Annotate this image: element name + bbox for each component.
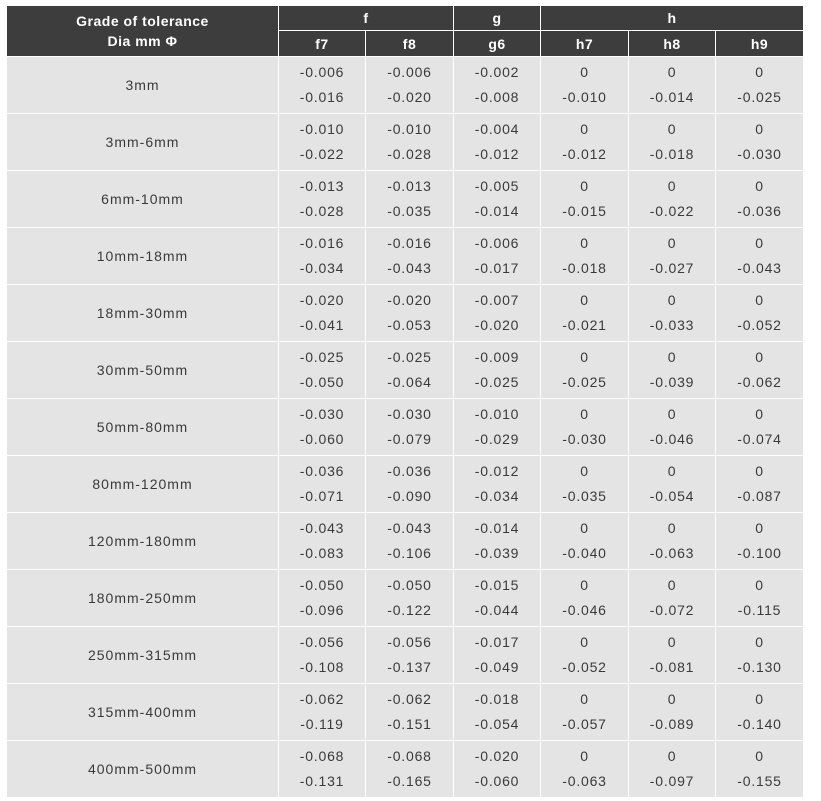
lower-deviation: -0.030 (737, 146, 782, 162)
upper-deviation: -0.050 (387, 577, 432, 593)
tolerance-cell (366, 627, 454, 684)
table-row (7, 399, 803, 456)
lower-deviation: -0.035 (387, 203, 432, 219)
tolerance-cell (541, 627, 629, 684)
tolerance-cell (629, 456, 716, 513)
diameter-cell: 250mm-315mm (7, 627, 279, 684)
lower-deviation: -0.020 (474, 317, 520, 333)
upper-deviation: -0.030 (387, 406, 432, 422)
upper-deviation: 0 (580, 349, 589, 365)
upper-deviation: -0.020 (474, 748, 520, 764)
table-row (7, 285, 803, 342)
lower-deviation: -0.054 (474, 716, 520, 732)
upper-deviation: 0 (667, 520, 677, 536)
tolerance-table-container (7, 6, 803, 798)
tolerance-cell (454, 684, 541, 741)
table-body (7, 57, 803, 798)
upper-deviation: -0.068 (387, 748, 432, 764)
table-row (7, 114, 803, 171)
upper-deviation: 0 (755, 691, 764, 707)
upper-deviation: 0 (580, 520, 589, 536)
lower-deviation: -0.041 (299, 317, 345, 333)
grade-header-line2: Dia mm Φ (107, 33, 178, 49)
tolerance-cell (716, 228, 803, 285)
lower-deviation: -0.039 (649, 374, 695, 390)
upper-deviation: -0.030 (299, 406, 345, 422)
tolerance-cell (454, 171, 541, 228)
tolerance-cell (279, 171, 366, 228)
lower-deviation: -0.014 (649, 89, 695, 105)
upper-deviation: 0 (667, 691, 677, 707)
tolerance-cell (279, 513, 366, 570)
upper-deviation: 0 (667, 178, 677, 194)
diameter-cell: 18mm-30mm (7, 285, 279, 342)
upper-deviation: -0.010 (387, 121, 432, 137)
table-row (7, 570, 803, 627)
tolerance-cell (279, 285, 366, 342)
tolerance-cell (629, 57, 716, 114)
lower-deviation: -0.015 (562, 203, 607, 219)
lower-deviation: -0.054 (649, 488, 695, 504)
diameter-cell: 3mm-6mm (7, 114, 279, 171)
tolerance-cell (716, 114, 803, 171)
tolerance-table (7, 6, 803, 798)
upper-deviation: -0.056 (387, 634, 432, 650)
upper-deviation: -0.020 (299, 292, 345, 308)
table-header (7, 6, 803, 57)
column-header-h9: h9 (716, 31, 803, 57)
tolerance-cell (629, 741, 716, 798)
column-header-f8: f8 (366, 31, 454, 57)
lower-deviation: -0.057 (562, 716, 607, 732)
tolerance-cell (366, 228, 454, 285)
upper-deviation: 0 (755, 349, 764, 365)
tolerance-cell (366, 570, 454, 627)
upper-deviation: 0 (580, 691, 589, 707)
diameter-cell: 120mm-180mm (7, 513, 279, 570)
table-row (7, 627, 803, 684)
lower-deviation: -0.040 (562, 545, 607, 561)
lower-deviation: -0.063 (562, 773, 607, 789)
diameter-cell: 400mm-500mm (7, 741, 279, 798)
upper-deviation: -0.016 (387, 235, 432, 251)
lower-deviation: -0.033 (649, 317, 695, 333)
upper-deviation: 0 (755, 520, 764, 536)
upper-deviation: 0 (667, 235, 677, 251)
upper-deviation: 0 (580, 748, 589, 764)
lower-deviation: -0.008 (474, 89, 520, 105)
table-row (7, 171, 803, 228)
tolerance-cell (541, 228, 629, 285)
lower-deviation: -0.151 (387, 716, 432, 732)
lower-deviation: -0.034 (474, 488, 520, 504)
lower-deviation: -0.052 (737, 317, 782, 333)
tolerance-cell (629, 171, 716, 228)
upper-deviation: -0.043 (387, 520, 432, 536)
tolerance-cell (629, 285, 716, 342)
lower-deviation: -0.025 (474, 374, 520, 390)
tolerance-cell (716, 399, 803, 456)
tolerance-cell (541, 513, 629, 570)
lower-deviation: -0.022 (299, 146, 345, 162)
lower-deviation: -0.034 (299, 260, 345, 276)
upper-deviation: 0 (755, 463, 764, 479)
upper-deviation: -0.068 (299, 748, 345, 764)
upper-deviation: -0.018 (474, 691, 520, 707)
upper-deviation: 0 (755, 748, 764, 764)
upper-deviation: 0 (580, 121, 589, 137)
tolerance-cell (629, 342, 716, 399)
upper-deviation: 0 (755, 577, 764, 593)
upper-deviation: -0.017 (474, 634, 520, 650)
upper-deviation: 0 (667, 406, 677, 422)
tolerance-cell (279, 456, 366, 513)
lower-deviation: -0.108 (299, 659, 345, 675)
tolerance-cell (629, 114, 716, 171)
lower-deviation: -0.063 (649, 545, 695, 561)
diameter-cell: 6mm-10mm (7, 171, 279, 228)
tolerance-cell (279, 627, 366, 684)
table-row (7, 741, 803, 798)
tolerance-cell (279, 114, 366, 171)
tolerance-cell (541, 114, 629, 171)
table-row (7, 228, 803, 285)
tolerance-cell (629, 570, 716, 627)
lower-deviation: -0.096 (299, 602, 345, 618)
upper-deviation: 0 (755, 235, 764, 251)
upper-deviation: -0.009 (474, 349, 520, 365)
tolerance-cell (454, 513, 541, 570)
upper-deviation: 0 (667, 463, 677, 479)
upper-deviation: -0.002 (474, 64, 520, 80)
lower-deviation: -0.079 (387, 431, 432, 447)
lower-deviation: -0.010 (562, 89, 607, 105)
tolerance-cell (716, 57, 803, 114)
diameter-cell: 10mm-18mm (7, 228, 279, 285)
upper-deviation: 0 (667, 748, 677, 764)
tolerance-cell (366, 684, 454, 741)
upper-deviation: 0 (580, 463, 589, 479)
tolerance-cell (629, 684, 716, 741)
tolerance-cell (454, 627, 541, 684)
column-header-f7: f7 (279, 31, 366, 57)
lower-deviation: -0.064 (387, 374, 432, 390)
upper-deviation: -0.006 (387, 64, 432, 80)
tolerance-cell (366, 513, 454, 570)
upper-deviation: -0.010 (299, 121, 345, 137)
upper-deviation: 0 (755, 121, 764, 137)
lower-deviation: -0.106 (387, 545, 432, 561)
lower-deviation: -0.097 (649, 773, 695, 789)
upper-deviation: 0 (580, 178, 589, 194)
tolerance-cell (716, 171, 803, 228)
lower-deviation: -0.060 (474, 773, 520, 789)
table-row (7, 513, 803, 570)
tolerance-cell (454, 114, 541, 171)
upper-deviation: -0.012 (474, 463, 520, 479)
upper-deviation: -0.015 (474, 577, 520, 593)
grade-header (7, 6, 279, 57)
upper-deviation: -0.013 (299, 178, 345, 194)
table-row (7, 57, 803, 114)
tolerance-cell (279, 228, 366, 285)
tolerance-cell (716, 741, 803, 798)
tolerance-cell (629, 399, 716, 456)
tolerance-cell (541, 342, 629, 399)
tolerance-cell (629, 513, 716, 570)
diameter-cell: 80mm-120mm (7, 456, 279, 513)
lower-deviation: -0.028 (387, 146, 432, 162)
tolerance-cell (541, 171, 629, 228)
lower-deviation: -0.043 (737, 260, 782, 276)
lower-deviation: -0.046 (649, 431, 695, 447)
lower-deviation: -0.036 (737, 203, 782, 219)
tolerance-cell (454, 570, 541, 627)
tolerance-cell (366, 171, 454, 228)
tolerance-cell (541, 399, 629, 456)
group-header-h: h (541, 6, 803, 31)
upper-deviation: 0 (667, 349, 677, 365)
diameter-cell: 3mm (7, 57, 279, 114)
upper-deviation: -0.005 (474, 178, 520, 194)
upper-deviation: 0 (755, 178, 764, 194)
lower-deviation: -0.090 (387, 488, 432, 504)
tolerance-cell (366, 342, 454, 399)
lower-deviation: -0.087 (737, 488, 782, 504)
tolerance-cell (541, 456, 629, 513)
tolerance-cell (279, 684, 366, 741)
column-header-h8: h8 (629, 31, 716, 57)
tolerance-cell (454, 456, 541, 513)
upper-deviation: -0.025 (299, 349, 345, 365)
group-header-g: g (454, 6, 541, 31)
upper-deviation: 0 (667, 634, 677, 650)
lower-deviation: -0.072 (649, 602, 695, 618)
tolerance-cell (366, 57, 454, 114)
table-row (7, 684, 803, 741)
upper-deviation: 0 (755, 292, 764, 308)
lower-deviation: -0.081 (649, 659, 695, 675)
tolerance-cell (716, 570, 803, 627)
tolerance-cell (454, 399, 541, 456)
lower-deviation: -0.029 (474, 431, 520, 447)
tolerance-cell (629, 228, 716, 285)
lower-deviation: -0.052 (562, 659, 607, 675)
lower-deviation: -0.130 (737, 659, 782, 675)
upper-deviation: 0 (667, 577, 677, 593)
lower-deviation: -0.012 (474, 146, 520, 162)
tolerance-cell (454, 741, 541, 798)
lower-deviation: -0.017 (474, 260, 520, 276)
upper-deviation: 0 (580, 292, 589, 308)
lower-deviation: -0.050 (299, 374, 345, 390)
lower-deviation: -0.119 (300, 716, 344, 732)
tolerance-cell (454, 57, 541, 114)
upper-deviation: -0.036 (299, 463, 345, 479)
upper-deviation: -0.004 (474, 121, 520, 137)
lower-deviation: -0.049 (474, 659, 520, 675)
tolerance-cell (279, 399, 366, 456)
upper-deviation: 0 (580, 64, 589, 80)
lower-deviation: -0.155 (737, 773, 782, 789)
tolerance-cell (279, 741, 366, 798)
tolerance-cell (454, 342, 541, 399)
upper-deviation: 0 (580, 406, 589, 422)
tolerance-cell (541, 684, 629, 741)
tolerance-cell (716, 342, 803, 399)
tolerance-cell (716, 627, 803, 684)
lower-deviation: -0.018 (562, 260, 607, 276)
lower-deviation: -0.071 (299, 488, 345, 504)
lower-deviation: -0.165 (387, 773, 432, 789)
tolerance-cell (279, 57, 366, 114)
lower-deviation: -0.014 (474, 203, 520, 219)
tolerance-cell (366, 114, 454, 171)
lower-deviation: -0.027 (649, 260, 695, 276)
diameter-cell: 180mm-250mm (7, 570, 279, 627)
upper-deviation: -0.025 (387, 349, 432, 365)
tolerance-cell (279, 570, 366, 627)
lower-deviation: -0.060 (299, 431, 345, 447)
lower-deviation: -0.020 (387, 89, 432, 105)
tolerance-cell (279, 342, 366, 399)
upper-deviation: 0 (580, 235, 589, 251)
diameter-cell: 50mm-80mm (7, 399, 279, 456)
tolerance-cell (716, 684, 803, 741)
lower-deviation: -0.035 (562, 488, 607, 504)
upper-deviation: 0 (667, 121, 677, 137)
table-row (7, 456, 803, 513)
lower-deviation: -0.025 (562, 374, 607, 390)
lower-deviation: -0.012 (562, 146, 607, 162)
lower-deviation: -0.028 (299, 203, 345, 219)
upper-deviation: -0.016 (299, 235, 345, 251)
upper-deviation: -0.020 (387, 292, 432, 308)
upper-deviation: 0 (667, 292, 677, 308)
lower-deviation: -0.030 (562, 431, 607, 447)
lower-deviation: -0.025 (737, 89, 782, 105)
tolerance-cell (629, 627, 716, 684)
diameter-cell: 30mm-50mm (7, 342, 279, 399)
lower-deviation: -0.062 (737, 374, 782, 390)
lower-deviation: -0.131 (299, 773, 345, 789)
tolerance-cell (541, 570, 629, 627)
diameter-cell: 315mm-400mm (7, 684, 279, 741)
group-header-f: f (279, 6, 454, 31)
tolerance-cell (366, 741, 454, 798)
tolerance-cell (716, 285, 803, 342)
table-row (7, 342, 803, 399)
upper-deviation: -0.007 (474, 292, 520, 308)
upper-deviation: 0 (755, 406, 764, 422)
tolerance-cell (716, 513, 803, 570)
tolerance-cell (366, 285, 454, 342)
column-header-h7: h7 (541, 31, 629, 57)
lower-deviation: -0.043 (387, 260, 432, 276)
tolerance-cell (541, 741, 629, 798)
grade-header-line1: Grade of tolerance (76, 13, 209, 29)
tolerance-cell (541, 57, 629, 114)
tolerance-cell (366, 399, 454, 456)
lower-deviation: -0.022 (649, 203, 695, 219)
upper-deviation: -0.014 (474, 520, 520, 536)
lower-deviation: -0.021 (562, 317, 607, 333)
upper-deviation: -0.062 (387, 691, 432, 707)
lower-deviation: -0.140 (737, 716, 782, 732)
upper-deviation: -0.056 (299, 634, 345, 650)
lower-deviation: -0.018 (649, 146, 695, 162)
tolerance-cell (366, 456, 454, 513)
upper-deviation: 0 (755, 634, 764, 650)
tolerance-cell (716, 456, 803, 513)
upper-deviation: 0 (755, 64, 764, 80)
lower-deviation: -0.100 (737, 545, 782, 561)
upper-deviation: -0.010 (474, 406, 520, 422)
lower-deviation: -0.046 (562, 602, 607, 618)
lower-deviation: -0.122 (387, 602, 432, 618)
lower-deviation: -0.039 (474, 545, 520, 561)
lower-deviation: -0.115 (737, 602, 782, 618)
lower-deviation: -0.074 (737, 431, 782, 447)
lower-deviation: -0.089 (649, 716, 695, 732)
tolerance-cell (454, 285, 541, 342)
lower-deviation: -0.053 (387, 317, 432, 333)
lower-deviation: -0.083 (299, 545, 345, 561)
upper-deviation: 0 (667, 64, 677, 80)
tolerance-cell (454, 228, 541, 285)
upper-deviation: -0.062 (299, 691, 345, 707)
upper-deviation: -0.006 (299, 64, 345, 80)
lower-deviation: -0.016 (299, 89, 345, 105)
tolerance-cell (541, 285, 629, 342)
lower-deviation: -0.044 (474, 602, 520, 618)
lower-deviation: -0.137 (387, 659, 432, 675)
upper-deviation: -0.013 (387, 178, 432, 194)
upper-deviation: 0 (580, 634, 589, 650)
upper-deviation: -0.043 (299, 520, 345, 536)
upper-deviation: -0.036 (387, 463, 432, 479)
upper-deviation: -0.050 (299, 577, 345, 593)
upper-deviation: 0 (580, 577, 589, 593)
upper-deviation: -0.006 (474, 235, 520, 251)
column-header-g6: g6 (454, 31, 541, 57)
